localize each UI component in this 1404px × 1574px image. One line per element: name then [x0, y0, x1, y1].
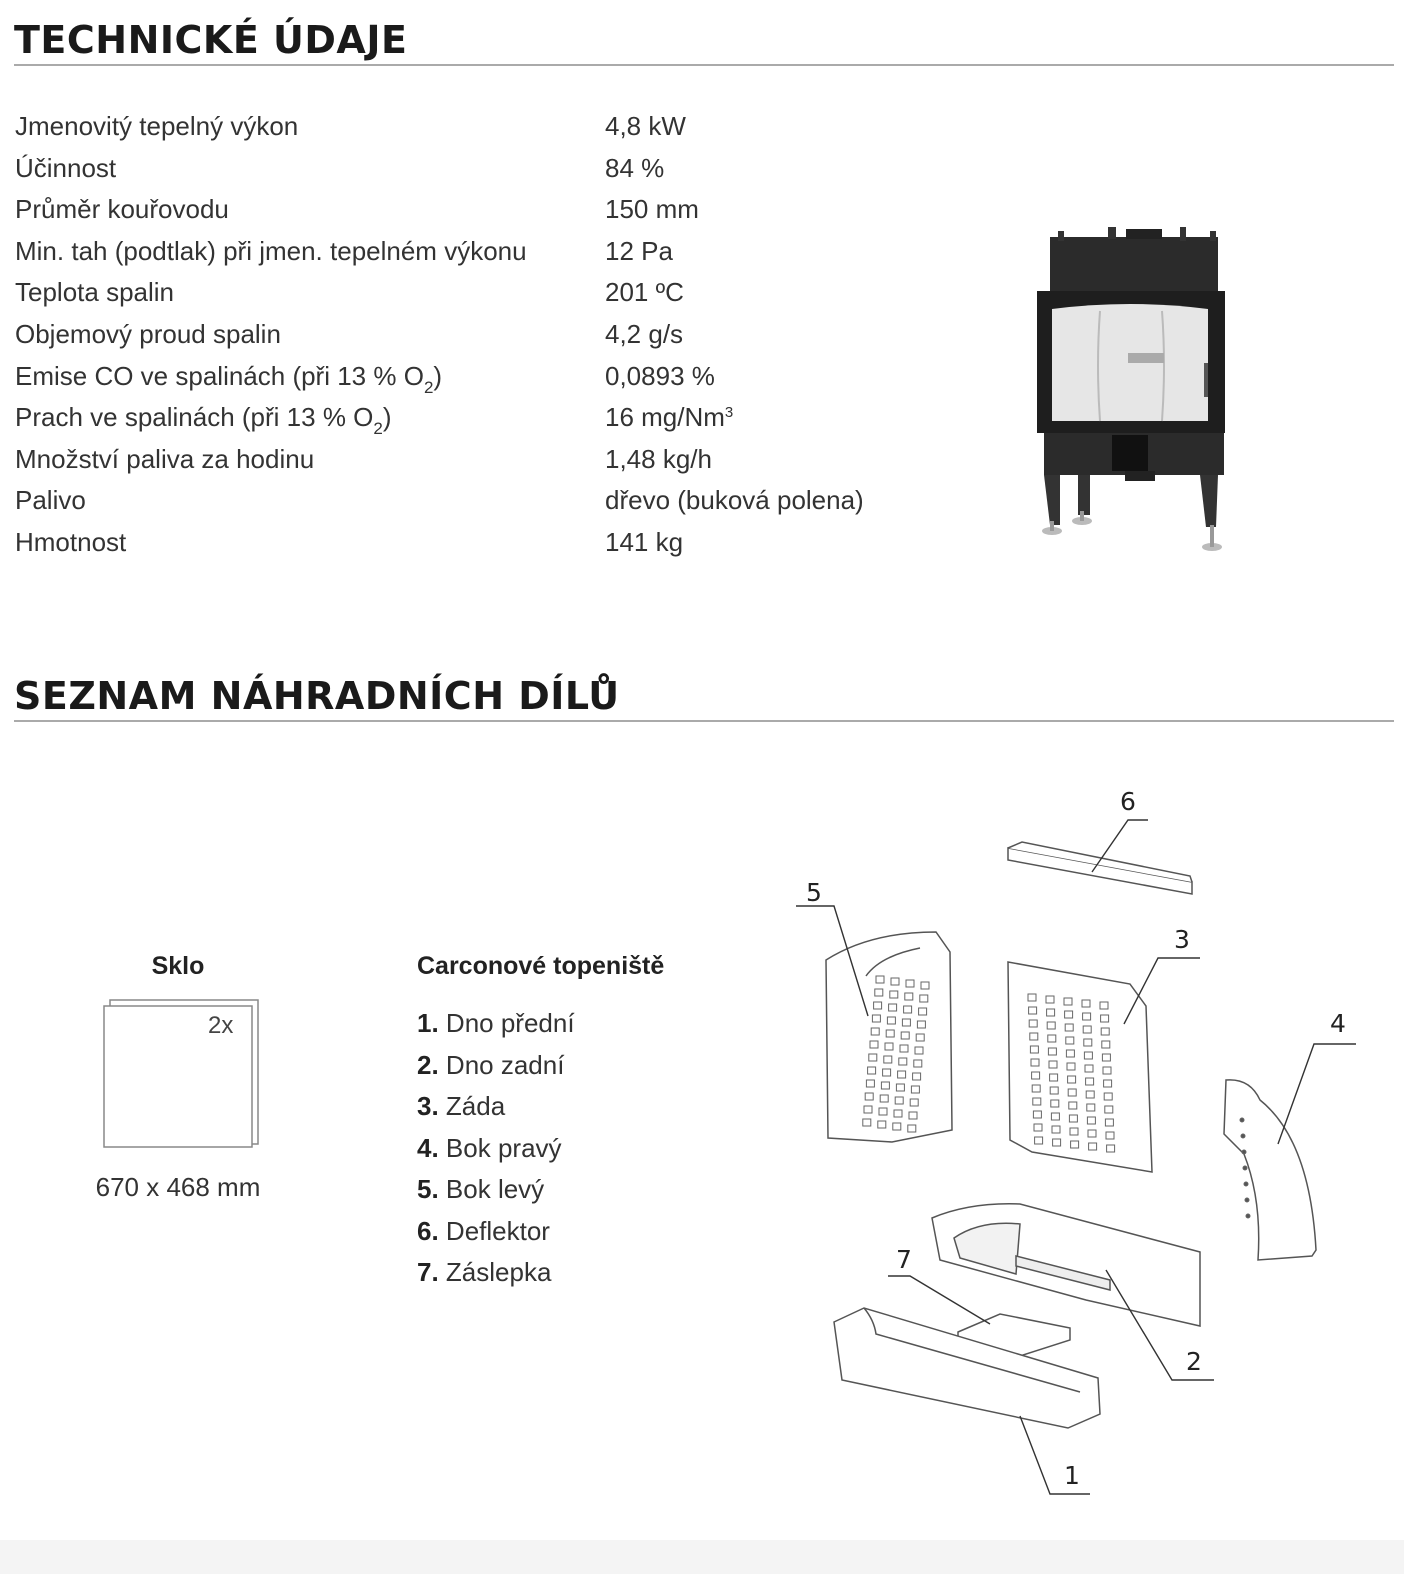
part-name: Bok levý: [445, 1174, 545, 1204]
part-number: 3.: [417, 1091, 439, 1121]
spec-row: [15, 231, 915, 273]
spec-value: 150 mm: [605, 194, 699, 225]
spec-row: [15, 480, 915, 522]
part-item: [417, 1045, 575, 1087]
spec-label: Objemový proud spalin: [15, 318, 281, 349]
spec-label: Teplota spalin: [15, 277, 174, 308]
spec-value: 12 Pa: [605, 235, 673, 266]
part-number: 6.: [417, 1215, 439, 1246]
spec-row: [15, 397, 915, 439]
part-name: Bok pravý: [445, 1132, 562, 1163]
glass-quantity: 2x: [208, 1012, 234, 1039]
spec-value: 4,2 g/s: [605, 318, 684, 349]
spec-value: 201 ºC: [605, 277, 684, 308]
callout-number-5: 5: [806, 878, 822, 907]
glass-dimensions: 670 x 468 mm: [95, 1172, 261, 1202]
part-item: [417, 1086, 575, 1128]
spec-value: 0,0893 %: [605, 360, 715, 391]
part-name: Dno zadní: [445, 1049, 565, 1080]
part-name: Dno přední: [445, 1008, 575, 1038]
part-number: 2.: [417, 1049, 439, 1080]
spec-row: [15, 522, 915, 564]
part-item: [417, 1128, 575, 1170]
part-name: Záda: [445, 1091, 506, 1121]
part-item: [417, 1169, 575, 1211]
spec-label: Množství paliva za hodinu: [15, 443, 315, 474]
spec-row: [15, 439, 915, 481]
technical-title: TECHNICKÉ ÚDAJE: [14, 18, 408, 62]
spare-parts-title-rule: [14, 720, 1394, 722]
firebox-parts-list: [417, 1003, 575, 1294]
firebox-title: Carconové topeniště: [417, 952, 665, 980]
spec-table: [15, 106, 915, 564]
spare-parts-title: SEZNAM NÁHRADNÍCH DÍLŮ: [14, 674, 620, 718]
spec-label: Hmotnost: [15, 526, 127, 557]
callout-number-1: 1: [1064, 1461, 1080, 1490]
glass-pane-icon: [100, 996, 262, 1152]
part-item: [417, 1252, 575, 1294]
spec-row: [15, 106, 915, 148]
spec-value: 1,48 kg/h: [605, 443, 712, 474]
spec-label: Účinnost: [15, 152, 117, 183]
part-item: [417, 1211, 575, 1253]
spec-row: [15, 356, 915, 398]
part-item: [417, 1003, 575, 1045]
footer-band: [0, 1540, 1404, 1574]
part-number: 4.: [417, 1132, 439, 1163]
spec-label: Prach ve spalinách (při 13 % $O_2$): [15, 402, 392, 439]
part-number: 1.: [417, 1008, 439, 1038]
callout-number-3: 3: [1174, 925, 1190, 954]
spec-value: dřevo (buková polena): [605, 485, 864, 516]
spec-value: 84 %: [605, 152, 665, 183]
spec-label: Jmenovitý tepelný výkon: [15, 111, 299, 141]
spec-row: [15, 148, 915, 190]
part-number: 7.: [417, 1257, 439, 1287]
part-name: Deflektor: [445, 1215, 550, 1246]
callout-number-4: 4: [1330, 1009, 1346, 1038]
spec-row: [15, 314, 915, 356]
spec-label: Průměr kouřovodu: [15, 194, 229, 225]
technical-title-rule: [14, 64, 1394, 66]
spec-label: Min. tah (podtlak) při jmen. tepelném výkonu: [15, 235, 527, 266]
spec-label: Palivo: [15, 485, 86, 516]
part-number: 5.: [417, 1174, 439, 1204]
spec-row: [15, 272, 915, 314]
glass-title: Sklo: [151, 952, 205, 980]
spec-row: [15, 189, 915, 231]
callout-number-2: 2: [1186, 1347, 1202, 1376]
fireplace-insert-image: [1030, 225, 1230, 557]
part-name: Záslepka: [445, 1257, 552, 1287]
spec-label: Emise CO ve spalinách (při 13 % $O_2$): [15, 360, 443, 397]
callout-number-7: 7: [896, 1245, 912, 1274]
exploded-parts-diagram: [780, 780, 1380, 1510]
spec-value: 141 kg: [605, 526, 684, 557]
spec-value: 16 mg/Nm$^3$: [605, 402, 734, 433]
callout-number-6: 6: [1120, 787, 1136, 816]
spec-value: 4,8 kW: [605, 111, 686, 141]
